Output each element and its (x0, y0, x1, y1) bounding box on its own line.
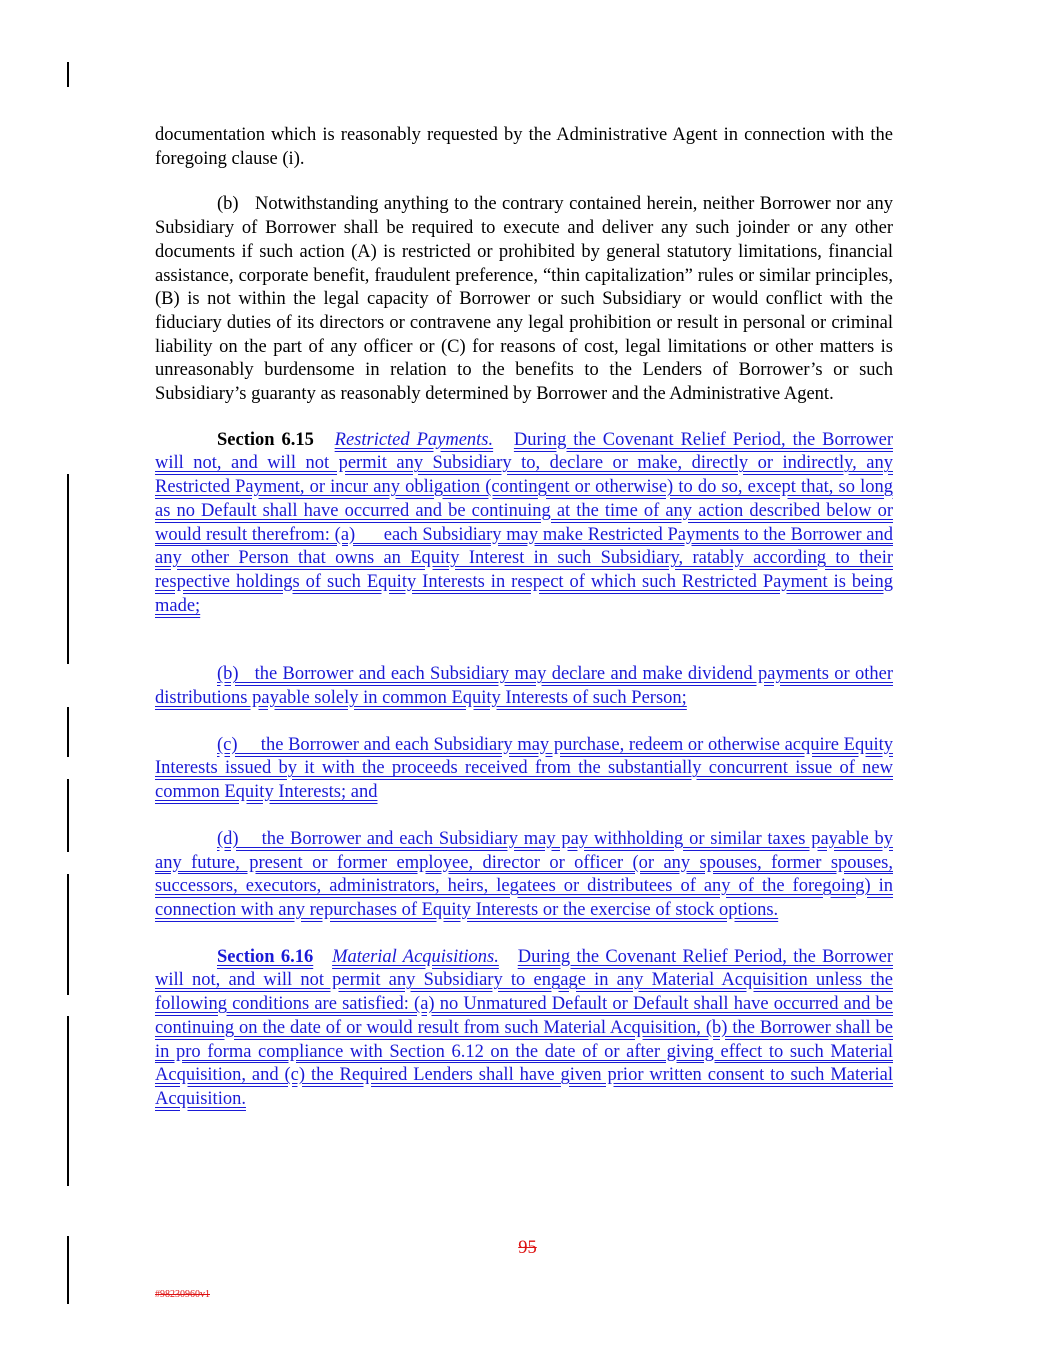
clause-b: (b) the Borrower and each Subsidiary may declare and make dividend payments or other distributions payable solely in common Equity Interests of such Person; (155, 664, 893, 709)
change-bar (67, 779, 69, 852)
section-body: During the Covenant Relief Period, the Borrower will not, and will not permit any Subsidiary to, declare or make, directly or indirectly, any Restricted Payment, or incur any obligation (contingent or otherwise) to do so, except that, so long as no Default shall have occurred and be continuing at the time of any action described below or would result therefrom: (a) each Subsidiary may make Restricted Payments to the Borrower and any other Person that owns an Equity Interest in such Subsidiary, ratably according to their respective holdings of such Equity Interests in respect of which such Restricted Payment is being made; (155, 429, 893, 616)
change-bar (67, 474, 69, 664)
section-title: Restricted Payments. (334, 429, 494, 450)
document-page (155, 124, 893, 1112)
section-6-16 (155, 946, 893, 1112)
paragraph-b: (b) Notwithstanding anything to the contrary contained herein, neither Borrower nor any Subsidiary of Borrower shall be required to execute and deliver any such joinder or any other documents if such action (A) is restricted or prohibited by general statutory limitations, financial assistance, corporate benefit, fraudulent preference, “thin capitalization” rules or similar principles, (B) is not within the legal capacity of Borrower or such Subsidiary or would conflict with the fiduciary duties of its directors or contravene any legal prohibition or result in personal or criminal liability on the part of any officer or (C) for reasons of cost, legal limitations or other matters is unreasonably burdensome in relation to the benefits to the Lenders of Borrower’s or such Subsidiary’s guaranty as reasonably determined by Borrower and the Administrative Agent. (155, 194, 893, 405)
section-6-15 (155, 429, 893, 619)
change-bar (67, 1016, 69, 1186)
document-id: #98230960v1 (155, 1289, 210, 1300)
change-bar (67, 707, 69, 757)
clause-c: (c) the Borrower and each Subsidiary may purchase, redeem or otherwise acquire Equity Interests issued by it with the proceeds received from the substantially concurrent issue of new common Equity Interests; and (155, 734, 893, 803)
page-number: 95 (518, 1238, 537, 1258)
section-number: Section 6.16 (217, 946, 314, 967)
clause-d: (d) the Borrower and each Subsidiary may pay withholding or similar taxes payable by any future, present or former employee, director or officer (or any spouses, former spouses, successors, executors, administrators, heirs, legatees or distributees of any of the foregoing) in connection with any repurchases of Equity Interests or the exercise of stock options. (155, 828, 893, 920)
section-number: Section 6.15 (217, 429, 314, 450)
intro-paragraph: documentation which is reasonably requested by the Administrative Agent in connection with the foregoing clause (i). (155, 125, 893, 169)
section-body: During the Covenant Relief Period, the Borrower will not, and will not permit any Subsidiary to engage in any Material Acquisition unless the following conditions are satisfied: (a) no Unmatured Default or Default shall have occurred and be continuing on the date of or would result from such Material Acquisition, (b) the Borrower shall be in pro forma compliance with Section 6.12 on the date of or after giving effect to such Material Acquisition, and (c) the Required Lenders shall have given prior written consent to such Material Acquisition. (155, 946, 893, 1109)
section-title: Material Acquisitions. (332, 946, 499, 967)
change-bar (67, 62, 69, 87)
change-bar (67, 874, 69, 995)
